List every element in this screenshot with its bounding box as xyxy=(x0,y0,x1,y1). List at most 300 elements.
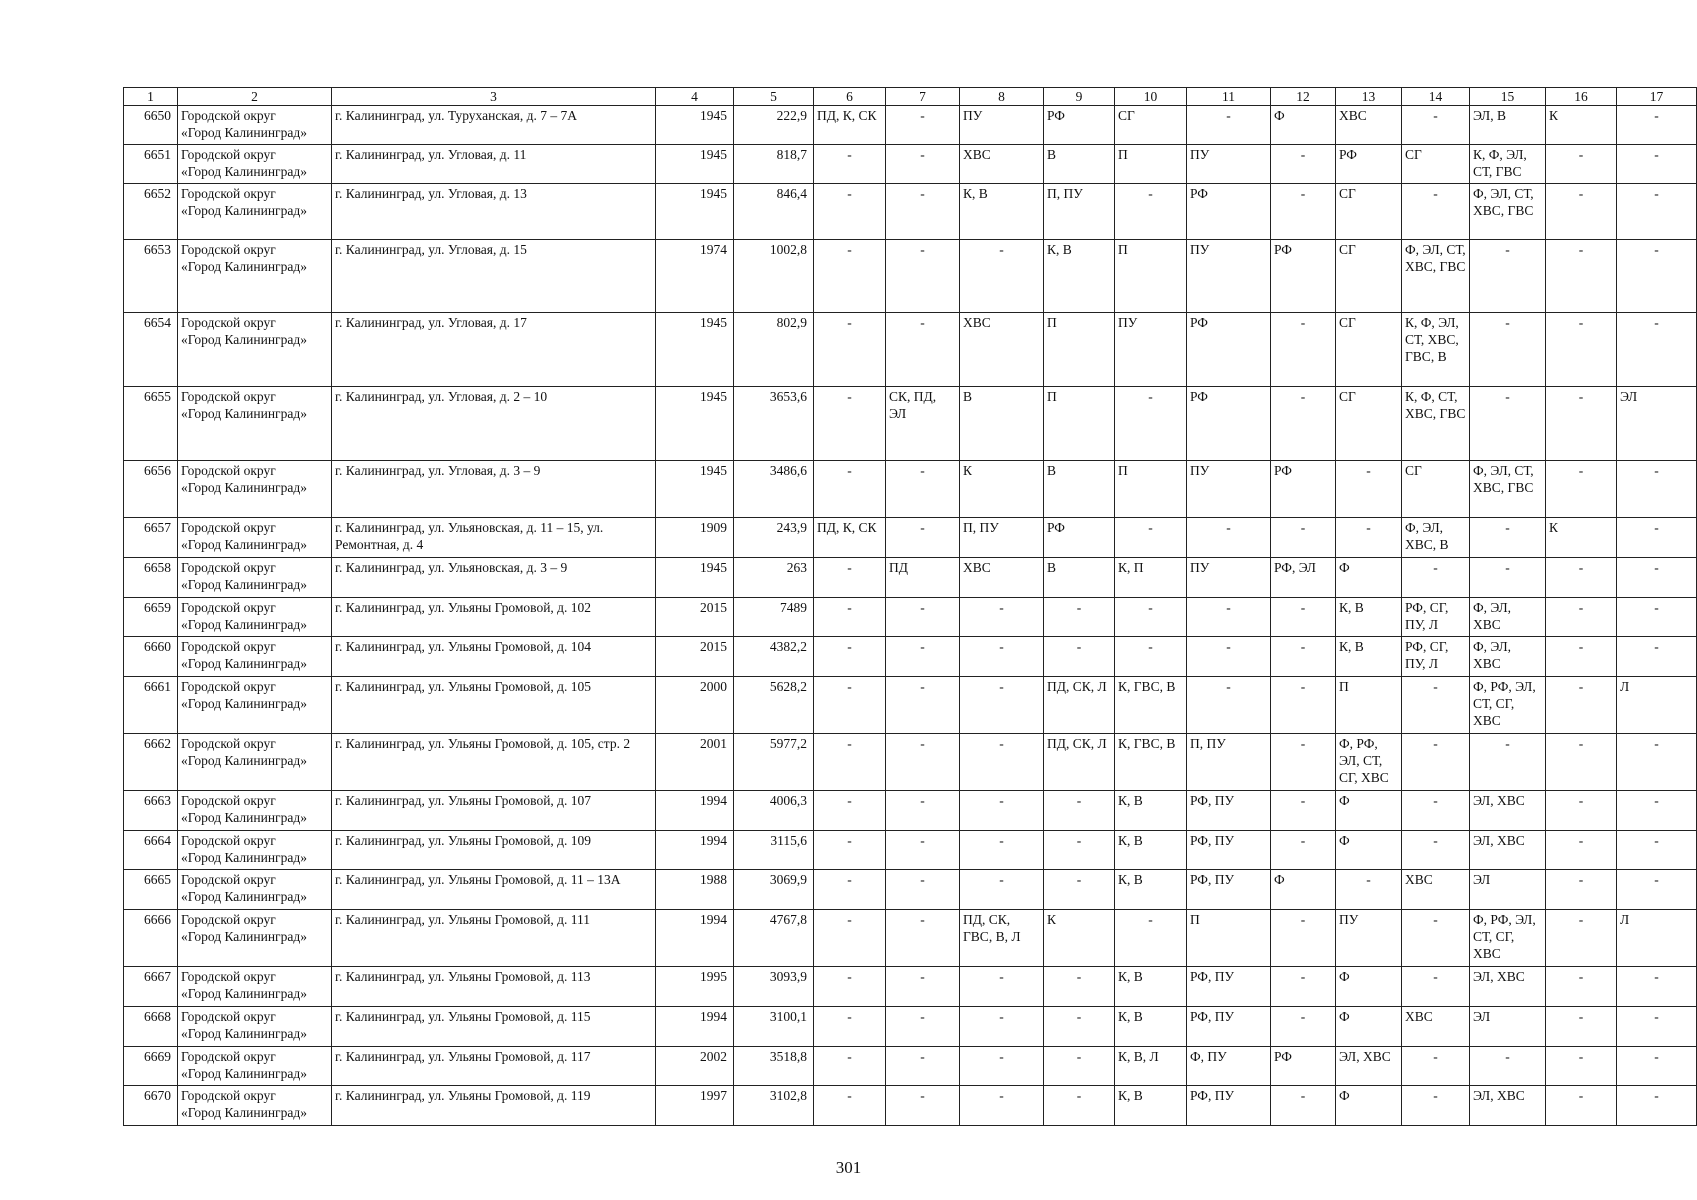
column-header: 1 xyxy=(124,88,178,106)
cell-col-15: Ф, РФ, ЭЛ, СТ, СГ, ХВС xyxy=(1470,910,1546,967)
cell-col-11: ПУ xyxy=(1187,558,1271,598)
cell-address: г. Калининград, ул. Ульяны Громовой, д. 11 – 13А xyxy=(332,870,656,910)
cell-address: г. Калининград, ул. Угловая, д. 2 – 10 xyxy=(332,387,656,461)
cell-row-number: 6670 xyxy=(124,1086,178,1126)
cell-col-8: - xyxy=(960,677,1044,734)
cell-col-8: - xyxy=(960,240,1044,313)
cell-col-14: СГ xyxy=(1402,461,1470,518)
cell-col-8: - xyxy=(960,1086,1044,1126)
cell-municipality: Городской округ «Город Калининград» xyxy=(178,461,332,518)
cell-col-17: - xyxy=(1617,1086,1697,1126)
cell-col-11: П xyxy=(1187,910,1271,967)
cell-col-10: - xyxy=(1115,387,1187,461)
cell-col-17: - xyxy=(1617,967,1697,1007)
cell-col-7: - xyxy=(886,791,960,831)
cell-row-number: 6668 xyxy=(124,1007,178,1047)
cell-col-16: - xyxy=(1546,910,1617,967)
cell-year: 1909 xyxy=(656,518,734,558)
cell-col-17: - xyxy=(1617,734,1697,791)
cell-col-13: ПУ xyxy=(1336,910,1402,967)
cell-address: г. Калининград, ул. Ульяны Громовой, д. 109 xyxy=(332,831,656,870)
cell-col-6: - xyxy=(814,910,886,967)
cell-row-number: 6658 xyxy=(124,558,178,598)
cell-area: 3093,9 xyxy=(734,967,814,1007)
cell-col-13: Ф xyxy=(1336,967,1402,1007)
cell-row-number: 6650 xyxy=(124,106,178,145)
cell-col-7: - xyxy=(886,518,960,558)
cell-col-10: К, ГВС, В xyxy=(1115,677,1187,734)
cell-col-12: РФ xyxy=(1271,1047,1336,1086)
cell-col-6: - xyxy=(814,598,886,637)
cell-col-10: П xyxy=(1115,461,1187,518)
cell-col-11: - xyxy=(1187,598,1271,637)
table-row xyxy=(124,558,1697,598)
cell-col-10: К, В xyxy=(1115,870,1187,910)
cell-year: 1988 xyxy=(656,870,734,910)
table-row xyxy=(124,967,1697,1007)
cell-col-6: - xyxy=(814,461,886,518)
cell-address: г. Калининград, ул. Ульяновская, д. 3 – 9 xyxy=(332,558,656,598)
cell-col-16: - xyxy=(1546,184,1617,240)
cell-address: г. Калининград, ул. Ульяны Громовой, д. 104 xyxy=(332,637,656,677)
cell-col-6: ПД, К, СК xyxy=(814,106,886,145)
cell-col-16: К xyxy=(1546,106,1617,145)
cell-municipality: Городской округ «Город Калининград» xyxy=(178,558,332,598)
cell-col-12: - xyxy=(1271,1086,1336,1126)
cell-col-16: - xyxy=(1546,145,1617,184)
cell-col-6: - xyxy=(814,791,886,831)
cell-col-12: РФ xyxy=(1271,240,1336,313)
cell-col-12: - xyxy=(1271,637,1336,677)
cell-col-8: ХВС xyxy=(960,558,1044,598)
cell-municipality: Городской округ «Город Калининград» xyxy=(178,734,332,791)
table-row xyxy=(124,870,1697,910)
cell-year: 1945 xyxy=(656,106,734,145)
cell-col-7: - xyxy=(886,313,960,387)
cell-col-9: В xyxy=(1044,145,1115,184)
cell-col-11: РФ, ПУ xyxy=(1187,831,1271,870)
cell-address: г. Калининград, ул. Угловая, д. 11 xyxy=(332,145,656,184)
cell-col-11: ПУ xyxy=(1187,240,1271,313)
cell-col-14: - xyxy=(1402,831,1470,870)
cell-col-7: - xyxy=(886,1047,960,1086)
cell-area: 3653,6 xyxy=(734,387,814,461)
cell-col-6: - xyxy=(814,1086,886,1126)
cell-col-6: - xyxy=(814,184,886,240)
cell-col-11: - xyxy=(1187,518,1271,558)
cell-col-6: - xyxy=(814,558,886,598)
cell-col-9: - xyxy=(1044,598,1115,637)
cell-year: 1945 xyxy=(656,461,734,518)
cell-col-17: - xyxy=(1617,106,1697,145)
cell-col-10: ПУ xyxy=(1115,313,1187,387)
cell-row-number: 6652 xyxy=(124,184,178,240)
cell-col-16: - xyxy=(1546,461,1617,518)
cell-area: 222,9 xyxy=(734,106,814,145)
cell-col-10: П xyxy=(1115,145,1187,184)
cell-year: 1945 xyxy=(656,387,734,461)
cell-col-9: РФ xyxy=(1044,106,1115,145)
table-row xyxy=(124,1047,1697,1086)
cell-col-7: - xyxy=(886,1007,960,1047)
cell-col-7: - xyxy=(886,637,960,677)
table-body xyxy=(124,106,1697,1126)
cell-year: 1994 xyxy=(656,1007,734,1047)
cell-col-14: Ф, ЭЛ, ХВС, В xyxy=(1402,518,1470,558)
cell-col-12: - xyxy=(1271,677,1336,734)
cell-area: 3115,6 xyxy=(734,831,814,870)
cell-col-7: - xyxy=(886,598,960,637)
cell-col-16: - xyxy=(1546,677,1617,734)
cell-col-8: ХВС xyxy=(960,313,1044,387)
cell-col-8: В xyxy=(960,387,1044,461)
cell-col-7: - xyxy=(886,1086,960,1126)
table-row xyxy=(124,1086,1697,1126)
cell-area: 3518,8 xyxy=(734,1047,814,1086)
table-row xyxy=(124,106,1697,145)
cell-col-8: - xyxy=(960,598,1044,637)
cell-col-17: - xyxy=(1617,637,1697,677)
cell-col-8: - xyxy=(960,1007,1044,1047)
cell-col-15: ЭЛ, ХВС xyxy=(1470,791,1546,831)
cell-col-12: - xyxy=(1271,1007,1336,1047)
cell-col-8: П, ПУ xyxy=(960,518,1044,558)
cell-row-number: 6660 xyxy=(124,637,178,677)
column-header: 7 xyxy=(886,88,960,106)
cell-col-11: РФ, ПУ xyxy=(1187,791,1271,831)
cell-municipality: Городской округ «Город Калининград» xyxy=(178,518,332,558)
cell-col-15: - xyxy=(1470,558,1546,598)
cell-col-13: Ф xyxy=(1336,558,1402,598)
cell-col-16: - xyxy=(1546,791,1617,831)
cell-area: 5628,2 xyxy=(734,677,814,734)
table-row xyxy=(124,598,1697,637)
cell-col-14: К, Ф, СТ, ХВС, ГВС xyxy=(1402,387,1470,461)
cell-col-14: - xyxy=(1402,791,1470,831)
cell-col-7: - xyxy=(886,870,960,910)
cell-col-14: ХВС xyxy=(1402,1007,1470,1047)
cell-col-17: - xyxy=(1617,1047,1697,1086)
cell-col-13: СГ xyxy=(1336,184,1402,240)
cell-area: 5977,2 xyxy=(734,734,814,791)
cell-col-13: Ф xyxy=(1336,791,1402,831)
column-header: 11 xyxy=(1187,88,1271,106)
cell-row-number: 6654 xyxy=(124,313,178,387)
cell-col-16: - xyxy=(1546,313,1617,387)
cell-col-8: - xyxy=(960,870,1044,910)
cell-col-15: Ф, ЭЛ, ХВС xyxy=(1470,637,1546,677)
column-header: 13 xyxy=(1336,88,1402,106)
cell-col-17: - xyxy=(1617,1007,1697,1047)
cell-municipality: Городской округ «Город Калининград» xyxy=(178,870,332,910)
cell-col-11: - xyxy=(1187,106,1271,145)
cell-col-10: К, В xyxy=(1115,791,1187,831)
table-row xyxy=(124,734,1697,791)
cell-area: 818,7 xyxy=(734,145,814,184)
cell-col-13: ХВС xyxy=(1336,106,1402,145)
cell-col-7: - xyxy=(886,106,960,145)
column-header: 12 xyxy=(1271,88,1336,106)
cell-col-7: - xyxy=(886,184,960,240)
cell-col-7: СК, ПД, ЭЛ xyxy=(886,387,960,461)
cell-col-11: П, ПУ xyxy=(1187,734,1271,791)
column-header: 6 xyxy=(814,88,886,106)
cell-col-11: Ф, ПУ xyxy=(1187,1047,1271,1086)
cell-area: 4382,2 xyxy=(734,637,814,677)
cell-col-15: Ф, ЭЛ, СТ, ХВС, ГВС xyxy=(1470,461,1546,518)
cell-area: 846,4 xyxy=(734,184,814,240)
cell-col-12: - xyxy=(1271,831,1336,870)
cell-address: г. Калининград, ул. Ульяны Громовой, д. 115 xyxy=(332,1007,656,1047)
cell-col-11: РФ xyxy=(1187,184,1271,240)
cell-col-15: - xyxy=(1470,240,1546,313)
cell-col-13: - xyxy=(1336,870,1402,910)
cell-address: г. Калининград, ул. Ульяны Громовой, д. 113 xyxy=(332,967,656,1007)
cell-col-9: - xyxy=(1044,831,1115,870)
cell-col-9: - xyxy=(1044,1086,1115,1126)
table-row xyxy=(124,184,1697,240)
cell-col-7: - xyxy=(886,734,960,791)
cell-col-10: К, В, Л xyxy=(1115,1047,1187,1086)
cell-col-8: ХВС xyxy=(960,145,1044,184)
cell-col-15: - xyxy=(1470,387,1546,461)
cell-col-8: - xyxy=(960,637,1044,677)
cell-col-6: - xyxy=(814,387,886,461)
cell-col-14: Ф, ЭЛ, СТ, ХВС, ГВС xyxy=(1402,240,1470,313)
cell-col-10: - xyxy=(1115,184,1187,240)
column-header: 10 xyxy=(1115,88,1187,106)
cell-row-number: 6666 xyxy=(124,910,178,967)
cell-address: г. Калининград, ул. Угловая, д. 13 xyxy=(332,184,656,240)
cell-municipality: Городской округ «Город Калининград» xyxy=(178,1047,332,1086)
cell-col-9: В xyxy=(1044,558,1115,598)
cell-col-16: - xyxy=(1546,831,1617,870)
cell-col-16: - xyxy=(1546,1086,1617,1126)
cell-col-17: - xyxy=(1617,870,1697,910)
cell-row-number: 6656 xyxy=(124,461,178,518)
cell-col-9: П xyxy=(1044,313,1115,387)
cell-col-9: РФ xyxy=(1044,518,1115,558)
cell-area: 7489 xyxy=(734,598,814,637)
cell-col-14: - xyxy=(1402,1086,1470,1126)
cell-col-14: РФ, СГ, ПУ, Л xyxy=(1402,598,1470,637)
cell-col-11: ПУ xyxy=(1187,145,1271,184)
cell-col-14: - xyxy=(1402,106,1470,145)
cell-year: 1974 xyxy=(656,240,734,313)
table-row xyxy=(124,313,1697,387)
cell-area: 3100,1 xyxy=(734,1007,814,1047)
cell-row-number: 6667 xyxy=(124,967,178,1007)
cell-col-15: ЭЛ, ХВС xyxy=(1470,1086,1546,1126)
cell-col-16: - xyxy=(1546,967,1617,1007)
cell-year: 1945 xyxy=(656,145,734,184)
cell-col-8: - xyxy=(960,967,1044,1007)
cell-row-number: 6662 xyxy=(124,734,178,791)
cell-col-16: К xyxy=(1546,518,1617,558)
cell-col-12: - xyxy=(1271,734,1336,791)
cell-row-number: 6664 xyxy=(124,831,178,870)
cell-col-6: - xyxy=(814,1047,886,1086)
cell-municipality: Городской округ «Город Калининград» xyxy=(178,106,332,145)
cell-area: 243,9 xyxy=(734,518,814,558)
cell-municipality: Городской округ «Город Калининград» xyxy=(178,240,332,313)
cell-col-16: - xyxy=(1546,734,1617,791)
cell-col-6: - xyxy=(814,637,886,677)
cell-col-7: - xyxy=(886,240,960,313)
cell-municipality: Городской округ «Город Калининград» xyxy=(178,1086,332,1126)
cell-col-9: В xyxy=(1044,461,1115,518)
cell-col-16: - xyxy=(1546,1007,1617,1047)
cell-col-10: П xyxy=(1115,240,1187,313)
cell-year: 2001 xyxy=(656,734,734,791)
cell-col-12: Ф xyxy=(1271,870,1336,910)
cell-col-8: ПД, СК, ГВС, В, Л xyxy=(960,910,1044,967)
cell-year: 1997 xyxy=(656,1086,734,1126)
cell-col-13: К, В xyxy=(1336,598,1402,637)
cell-col-9: П xyxy=(1044,387,1115,461)
column-header: 3 xyxy=(332,88,656,106)
cell-col-16: - xyxy=(1546,870,1617,910)
column-header: 4 xyxy=(656,88,734,106)
cell-year: 2015 xyxy=(656,598,734,637)
cell-col-17: - xyxy=(1617,598,1697,637)
cell-col-17: - xyxy=(1617,313,1697,387)
cell-col-16: - xyxy=(1546,240,1617,313)
cell-col-8: К xyxy=(960,461,1044,518)
cell-col-13: К, В xyxy=(1336,637,1402,677)
cell-row-number: 6657 xyxy=(124,518,178,558)
cell-col-9: П, ПУ xyxy=(1044,184,1115,240)
table-row xyxy=(124,145,1697,184)
cell-col-6: - xyxy=(814,240,886,313)
cell-row-number: 6663 xyxy=(124,791,178,831)
cell-col-12: - xyxy=(1271,967,1336,1007)
cell-row-number: 6659 xyxy=(124,598,178,637)
cell-col-12: - xyxy=(1271,791,1336,831)
cell-municipality: Городской округ «Город Калининград» xyxy=(178,145,332,184)
cell-address: г. Калининград, ул. Ульяны Громовой, д. 111 xyxy=(332,910,656,967)
column-header: 8 xyxy=(960,88,1044,106)
cell-col-14: - xyxy=(1402,967,1470,1007)
table-row xyxy=(124,518,1697,558)
cell-col-15: ЭЛ, В xyxy=(1470,106,1546,145)
cell-col-15: Ф, ЭЛ, СТ, ХВС, ГВС xyxy=(1470,184,1546,240)
cell-col-6: ПД, К, СК xyxy=(814,518,886,558)
cell-col-7: - xyxy=(886,145,960,184)
table-row xyxy=(124,831,1697,870)
cell-col-12: - xyxy=(1271,598,1336,637)
cell-row-number: 6651 xyxy=(124,145,178,184)
cell-area: 4006,3 xyxy=(734,791,814,831)
cell-col-11: РФ xyxy=(1187,387,1271,461)
cell-row-number: 6653 xyxy=(124,240,178,313)
cell-col-10: К, П xyxy=(1115,558,1187,598)
cell-col-7: - xyxy=(886,967,960,1007)
table-row xyxy=(124,791,1697,831)
cell-municipality: Городской округ «Город Калининград» xyxy=(178,184,332,240)
cell-col-14: РФ, СГ, ПУ, Л xyxy=(1402,637,1470,677)
cell-year: 2002 xyxy=(656,1047,734,1086)
cell-address: г. Калининград, ул. Угловая, д. 15 xyxy=(332,240,656,313)
cell-col-13: Ф xyxy=(1336,1007,1402,1047)
cell-col-9: К, В xyxy=(1044,240,1115,313)
cell-col-17: - xyxy=(1617,461,1697,518)
table-row xyxy=(124,461,1697,518)
cell-col-14: - xyxy=(1402,677,1470,734)
cell-col-15: - xyxy=(1470,518,1546,558)
cell-col-14: К, Ф, ЭЛ, СТ, ХВС, ГВС, В xyxy=(1402,313,1470,387)
cell-col-11: РФ xyxy=(1187,313,1271,387)
cell-col-10: - xyxy=(1115,637,1187,677)
cell-col-13: Ф xyxy=(1336,831,1402,870)
cell-year: 1994 xyxy=(656,831,734,870)
cell-area: 3102,8 xyxy=(734,1086,814,1126)
cell-col-9: ПД, СК, Л xyxy=(1044,677,1115,734)
cell-col-14: - xyxy=(1402,1047,1470,1086)
cell-col-16: - xyxy=(1546,558,1617,598)
cell-col-8: К, В xyxy=(960,184,1044,240)
cell-col-13: П xyxy=(1336,677,1402,734)
cell-col-10: К, В xyxy=(1115,967,1187,1007)
cell-col-15: ЭЛ, ХВС xyxy=(1470,831,1546,870)
cell-col-15: ЭЛ xyxy=(1470,870,1546,910)
cell-address: г. Калининград, ул. Угловая, д. 3 – 9 xyxy=(332,461,656,518)
cell-col-9: - xyxy=(1044,1007,1115,1047)
table-row xyxy=(124,387,1697,461)
cell-col-6: - xyxy=(814,677,886,734)
cell-col-17: - xyxy=(1617,831,1697,870)
cell-col-14: - xyxy=(1402,910,1470,967)
column-header: 9 xyxy=(1044,88,1115,106)
cell-municipality: Городской округ «Город Калининград» xyxy=(178,313,332,387)
cell-row-number: 6665 xyxy=(124,870,178,910)
cell-col-17: Л xyxy=(1617,910,1697,967)
cell-col-16: - xyxy=(1546,598,1617,637)
cell-col-12: - xyxy=(1271,145,1336,184)
cell-col-11: РФ, ПУ xyxy=(1187,1007,1271,1047)
cell-year: 2015 xyxy=(656,637,734,677)
cell-col-16: - xyxy=(1546,387,1617,461)
table-row xyxy=(124,677,1697,734)
cell-col-11: - xyxy=(1187,677,1271,734)
table-row xyxy=(124,240,1697,313)
cell-col-10: К, В xyxy=(1115,831,1187,870)
cell-col-17: - xyxy=(1617,184,1697,240)
column-header: 16 xyxy=(1546,88,1617,106)
cell-area: 4767,8 xyxy=(734,910,814,967)
cell-col-8: ПУ xyxy=(960,106,1044,145)
cell-year: 1945 xyxy=(656,313,734,387)
cell-col-10: - xyxy=(1115,598,1187,637)
cell-col-17: Л xyxy=(1617,677,1697,734)
cell-col-6: - xyxy=(814,145,886,184)
cell-col-8: - xyxy=(960,1047,1044,1086)
cell-col-9: К xyxy=(1044,910,1115,967)
cell-col-10: К, В xyxy=(1115,1086,1187,1126)
cell-col-12: РФ xyxy=(1271,461,1336,518)
cell-col-13: РФ xyxy=(1336,145,1402,184)
column-header: 15 xyxy=(1470,88,1546,106)
cell-col-11: ПУ xyxy=(1187,461,1271,518)
cell-col-16: - xyxy=(1546,1047,1617,1086)
cell-col-15: - xyxy=(1470,1047,1546,1086)
column-header: 14 xyxy=(1402,88,1470,106)
cell-col-14: ХВС xyxy=(1402,870,1470,910)
cell-col-10: К, ГВС, В xyxy=(1115,734,1187,791)
cell-municipality: Городской округ «Город Калининград» xyxy=(178,598,332,637)
cell-col-12: - xyxy=(1271,313,1336,387)
cell-address: г. Калининград, ул. Ульяны Громовой, д. 105, стр. 2 xyxy=(332,734,656,791)
